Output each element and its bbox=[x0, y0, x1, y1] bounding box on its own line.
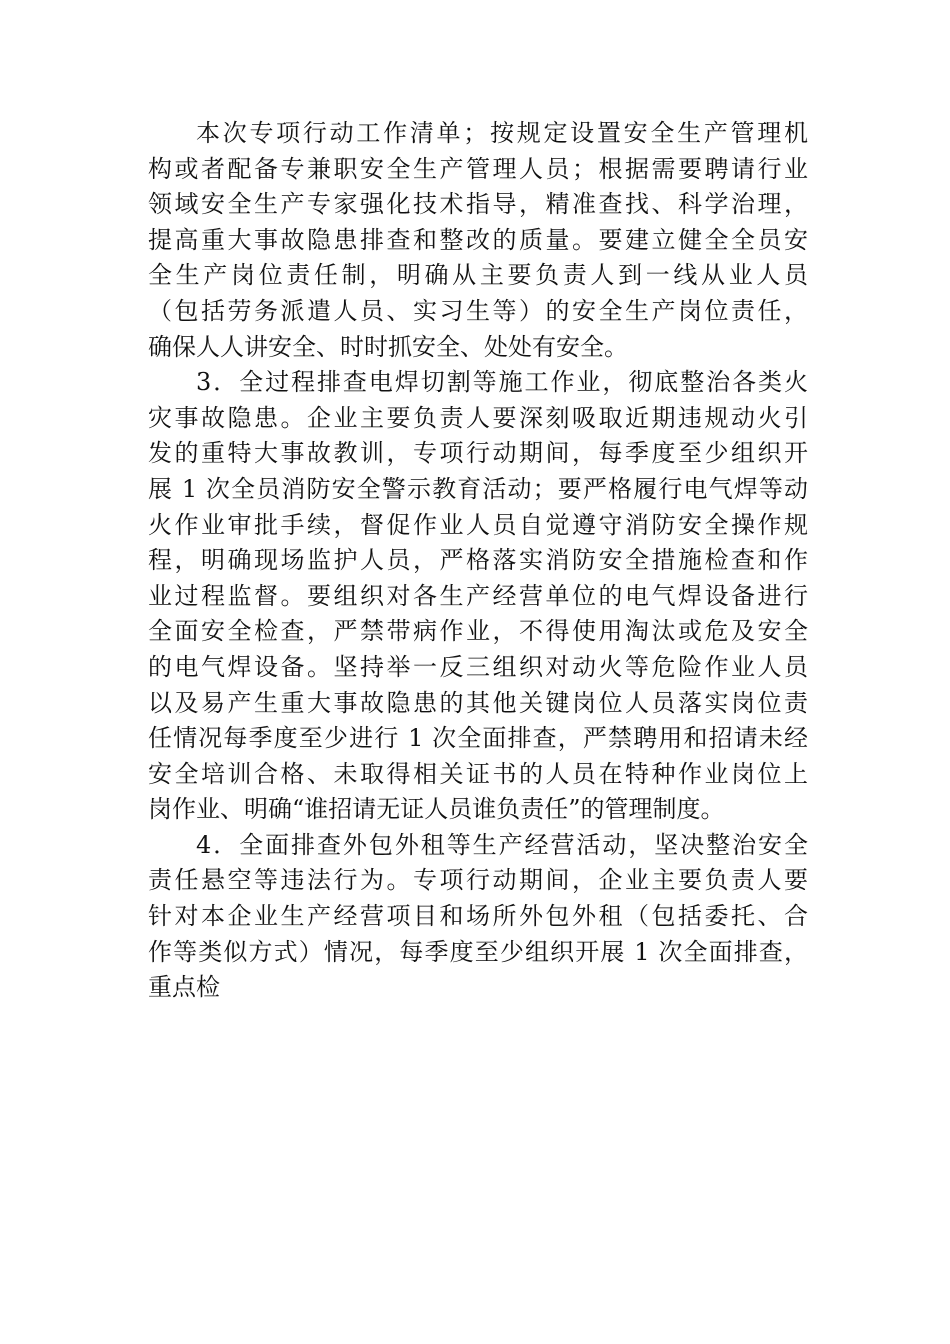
text-line: 发的重特大事故教训，专项行动期间，每季度至少组织开 bbox=[148, 439, 808, 468]
text-line: 安全培训合格、未取得相关证书的人员在特种作业岗位上 bbox=[148, 759, 808, 788]
text-line: 岗作业、明确“谁招请无证人员谁负责任”的管理制度。 bbox=[148, 795, 725, 824]
text-line: 作等类似方式）情况，每季度至少组织开展 1 次全面排查， bbox=[148, 937, 808, 966]
text-line: 提高重大事故隐患排查和整改的质量。要建立健全全员安 bbox=[148, 225, 808, 254]
text-line: 构或者配备专兼职安全生产管理人员；根据需要聘请行业 bbox=[148, 154, 808, 183]
text-line: 全面安全检查，严禁带病作业，不得使用淘汰或危及安全 bbox=[148, 617, 808, 646]
text-line: 灾事故隐患。企业主要负责人要深刻吸取近期违规动火引 bbox=[148, 403, 808, 432]
text-line: 4．全面排查外包外租等生产经营活动，坚决整治安全 bbox=[196, 830, 808, 859]
text-line: 3．全过程排查电焊切割等施工作业，彻底整治各类火 bbox=[196, 368, 808, 397]
text-line: 确保人人讲安全、时时抓安全、处处有安全。 bbox=[148, 332, 628, 361]
text-line: 以及易产生重大事故隐患的其他关键岗位人员落实岗位责 bbox=[148, 688, 808, 717]
text-line: 针对本企业生产经营项目和场所外包外租（包括委托、合 bbox=[148, 902, 808, 931]
text-line: 领域安全生产专家强化技术指导，精准查找、科学治理， bbox=[148, 190, 808, 219]
text-line: 展 1 次全员消防安全警示教育活动；要严格履行电气焊等动 bbox=[148, 474, 808, 503]
document-body bbox=[148, 116, 808, 1006]
text-line: 业过程监督。要组织对各生产经营单位的电气焊设备进行 bbox=[148, 581, 808, 610]
text-line: 火作业审批手续，督促作业人员自觉遵守消防安全操作规 bbox=[148, 510, 808, 539]
text-line: 本次专项行动工作清单；按规定设置安全生产管理机 bbox=[196, 119, 808, 147]
text-line: 全生产岗位责任制，明确从主要负责人到一线从业人员 bbox=[148, 261, 808, 290]
text-line: 的电气焊设备。坚持举一反三组织对动火等危险作业人员 bbox=[148, 652, 808, 681]
text-line: 重点检 bbox=[148, 973, 220, 1002]
text-line: 任情况每季度至少进行 1 次全面排查，严禁聘用和招请未经 bbox=[148, 724, 808, 753]
text-line: 责任悬空等违法行为。专项行动期间，企业主要负责人要 bbox=[148, 866, 808, 895]
text-line: 程，明确现场监护人员，严格落实消防安全措施检查和作 bbox=[148, 546, 808, 575]
text-line: （包括劳务派遣人员、实习生等）的安全生产岗位责任， bbox=[148, 296, 808, 325]
